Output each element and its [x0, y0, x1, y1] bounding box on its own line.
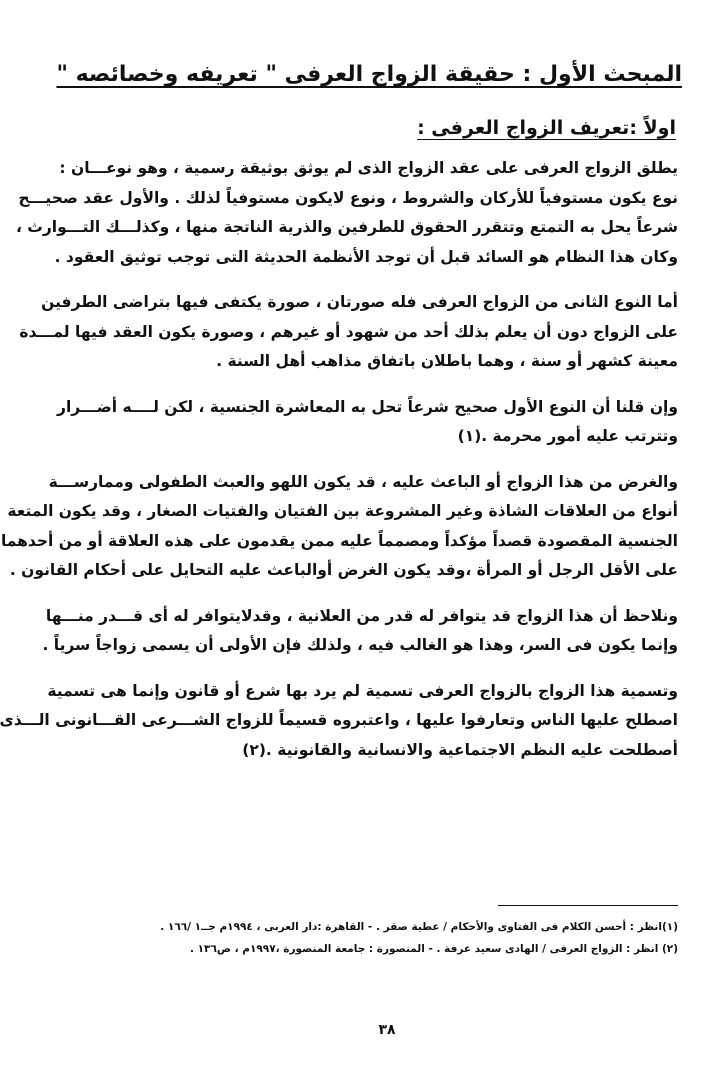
text-line: وكان هذا النظام هو السائد قبل أن توجد الأنظمة الحديثة التى توجب توثيق العقود . — [54, 247, 678, 266]
text-line: وتسمية هذا الزواج بالزواج العرفى تسمية لم يرد بها شرع أو قانون وإنما هى تسمية — [47, 681, 678, 700]
section-heading: اولاً :تعريف الزواج العرفى : — [417, 117, 676, 139]
chapter-title-text: المبحث الأول : حقيقة الزواج العرفى " تعريفه وخصائصه " — [56, 62, 682, 87]
text-line: والغرض من هذا الزواج أو الباعث عليه ، قد يكون اللهو والعبث الطفولى وممارســـة — [48, 472, 678, 491]
text-line: معينة كشهر أو سنة ، وهما باطلان باتفاق مذاهب أهل السنة . — [216, 352, 678, 370]
paragraph-publicity — [42, 602, 678, 661]
footnote-1: (١)انظر : أحسن الكلام فى الفتاوى والأحكام / عطية صقر . - القاهرة :دار العربى ، ١٩٩٤م جــ١ /١٦٦ . — [160, 921, 678, 933]
text-line: يطلق الزواج العرفى على عقد الزواج الذى لم يوثق بوثيقة رسمية ، وهو نوعـــان : — [59, 159, 678, 177]
paragraph-definition — [15, 154, 678, 272]
text-line: نوع يكون مستوفياً للأركان والشروط ، ونوع لايكون مستوفياً لذلك . والأول عقد صحيـــح — [18, 188, 678, 207]
text-line: أصطلحت عليه النظم الاجتماعية والانسانية والقانونية .(٢) — [242, 740, 678, 759]
text-line: أنواع من العلاقات الشاذة وغير المشروعة بين الفتيان والفتيات الصغار ، وقد يكون المتعة — [7, 502, 678, 520]
paragraph-harms — [57, 393, 678, 452]
text-line: الجنسية المقصودة قصداً مؤكداً ومصمماً عليه ممن يقدمون على هذه العلاقة أو من أحدهما — [0, 531, 678, 550]
text-line: أما النوع الثانى من الزواج العرفى فله صورتان ، صورة يكتفى فيها بتراضى الطرفين — [41, 293, 678, 311]
text-line: على الزواج دون أن يعلم بذلك أحد من شهود أو غيرهم ، وصورة يكون العقد فيها لمـــدة — [19, 322, 678, 341]
text-line: وتترتب عليه أمور محرمة .(١) — [457, 427, 678, 445]
text-line: وإن قلنا أن النوع الأول صحيح شرعاً تحل به المعاشرة الجنسية ، لكن لــــه أضـــرار — [57, 397, 678, 416]
paragraph-naming — [0, 677, 678, 766]
text-line: شرعاً يحل به التمتع وتتقرر الحقوق للطرفين والذرية الناتجة منها ، وكذلـــك التـــوارث ، — [15, 218, 678, 236]
text-line: ونلاحظ أن هذا الزواج قد يتوافر له قدر من العلانية ، وقدلايتوافر له أى قـــدر منـــها — [45, 606, 678, 625]
text-line: وإنما يكون فى السر، وهذا هو الغالب فيه ، ولذلك فإن الأولى أن يسمى زواجاً سرياً . — [42, 636, 678, 654]
page-number: ٣٨ — [378, 1022, 396, 1038]
body-text — [0, 154, 678, 781]
chapter-title — [56, 58, 682, 92]
footnotes — [96, 916, 678, 960]
paragraph-second-type — [19, 288, 678, 377]
footnote-2: (٢) انظر : الزواج العرفى / الهادى سعيد عرفة . - المنصورة : جامعة المنصورة ،١٩٩٧م ، ص١٣٦ . — [189, 943, 678, 955]
footnote-divider — [498, 905, 678, 906]
text-line: اصطلح عليها الناس وتعارفوا عليها ، واعتبروه قسيماً للزواج الشـــرعى القـــانونى الـــذى — [0, 711, 678, 729]
paragraph-purpose — [0, 468, 678, 586]
text-line: على الأقل الرجل أو المرأة ،وقد يكون الغرض أوالباعث عليه التحايل على أحكام القانون . — [9, 561, 678, 579]
